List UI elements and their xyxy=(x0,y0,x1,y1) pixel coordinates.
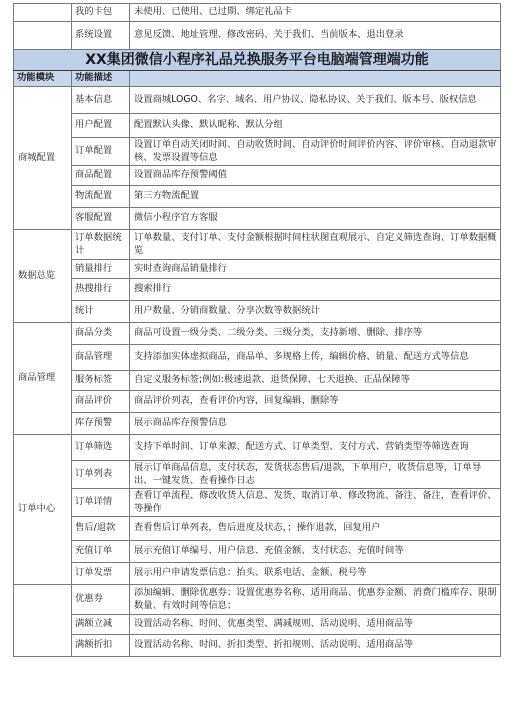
item-cell: 服务标签 xyxy=(72,371,130,391)
desc-cell: 商品可设置一级分类、二级分类、三级分类，支持新增、删除、排序等 xyxy=(130,323,501,345)
item-cell: 商品分类 xyxy=(72,323,130,345)
desc-cell: 第三方物流配置 xyxy=(130,186,501,208)
item-cell: 订单列表 xyxy=(72,461,130,489)
item-cell: 订单配置 xyxy=(72,138,130,166)
table-row xyxy=(14,435,501,461)
table-title-row xyxy=(14,50,501,71)
table-title: XX集团微信小程序礼品兑换服务平台电脑端管理端功能 xyxy=(14,50,501,71)
item-cell: 订单数据统计 xyxy=(72,230,130,260)
module-cell xyxy=(14,585,72,657)
module-cell: 数据总览 xyxy=(14,230,72,323)
desc-cell: 设置订单自动关闭时间、自动收货时间、自动评价时间评价内容、评价审核、自动退款审核、发票设置等信息 xyxy=(130,138,501,166)
item-cell: 系统设置 xyxy=(72,22,130,50)
table-row xyxy=(14,166,501,186)
table-row xyxy=(14,371,501,391)
desc-cell: 设置活动名称、时间、优惠类型、满减规则、活动说明、适用商品等 xyxy=(130,615,501,635)
table-row xyxy=(14,260,501,279)
table-row xyxy=(14,22,501,50)
item-cell: 统计 xyxy=(72,301,130,323)
desc-cell: 实时查询商品销量排行 xyxy=(130,260,501,279)
table-row xyxy=(14,345,501,371)
module-cell: 商城配置 xyxy=(14,87,72,230)
table-row xyxy=(14,461,501,489)
item-cell: 用户配置 xyxy=(72,114,130,138)
desc-cell: 商品评价列表，查看评价内容，回复编辑、删除等 xyxy=(130,391,501,413)
desc-cell: 用户数量、分销商数量、分享次数等数据统计 xyxy=(130,301,501,323)
table-row xyxy=(14,635,501,657)
item-cell: 热搜排行 xyxy=(72,279,130,301)
item-cell: 订单筛选 xyxy=(72,435,130,461)
module-cell xyxy=(14,22,72,50)
desc-cell: 支持添加实体虚拟商品，商品单、多规格上传，编辑价格、销量、配送方式等信息 xyxy=(130,345,501,371)
desc-cell: 未使用、已使用、已过期、绑定礼品卡 xyxy=(130,4,501,22)
desc-cell: 展示用户申请发票信息：抬头、联系电话、金额、税号等 xyxy=(130,563,501,585)
table-row xyxy=(14,4,501,22)
desc-cell: 展示充值订单编号、用户信息、充值金额、支付状态、充值时间等 xyxy=(130,541,501,563)
table-row xyxy=(14,489,501,517)
table-row xyxy=(14,517,501,541)
desc-cell: 展示订单商品信息，支付状态，发货状态售后/退款，下单用户，收货信息等，订单导出、一键发货、查看操作日志 xyxy=(130,461,501,489)
table-row xyxy=(14,186,501,208)
item-cell: 物流配置 xyxy=(72,186,130,208)
desc-cell: 设置商品库存预警阈值 xyxy=(130,166,501,186)
item-cell: 订单发票 xyxy=(72,563,130,585)
item-cell: 充值订单 xyxy=(72,541,130,563)
desc-cell: 微信小程序官方客服 xyxy=(130,208,501,230)
item-cell: 销量排行 xyxy=(72,260,130,279)
item-cell: 售后/退款 xyxy=(72,517,130,541)
desc-cell: 设置活动名称、时间、折扣类型、折扣规则、活动说明、适用商品等 xyxy=(130,635,501,657)
header-desc: 功能描述 xyxy=(72,71,130,87)
table-row xyxy=(14,138,501,166)
header-module: 功能模块 xyxy=(14,71,72,87)
desc-cell: 支持下单时间、订单来源、配送方式、订单类型、支付方式、营销类型等筛选查询 xyxy=(130,435,501,461)
module-cell: 订单中心 xyxy=(14,435,72,585)
table-row xyxy=(14,541,501,563)
table-row xyxy=(14,323,501,345)
desc-cell: 设置商城LOGO、名字、域名、用户协议、隐私协议、关于我们、版本号、版权信息 xyxy=(130,87,501,114)
desc-cell: 查看售后订单列表，售后进度及状态，；操作退款，回复用户 xyxy=(130,517,501,541)
table-row xyxy=(14,615,501,635)
table-row xyxy=(14,301,501,323)
item-cell: 优惠券 xyxy=(72,585,130,615)
table-row xyxy=(14,87,501,114)
table-row xyxy=(14,413,501,435)
item-cell: 基本信息 xyxy=(72,87,130,114)
desc-cell: 查看订单流程、修改收货人信息、发货、取消订单、修改物流、备注、备注，查看评价、等操作 xyxy=(130,489,501,517)
item-cell: 商品评价 xyxy=(72,391,130,413)
desc-cell: 添加编辑、删除优惠券；设置优惠券名称、适用商品、优惠券金额、消费门槛库存、限制数量、有效时间等信息； xyxy=(130,585,501,615)
desc-cell: 搜索排行 xyxy=(130,279,501,301)
table-row xyxy=(14,585,501,615)
module-cell xyxy=(14,4,72,22)
item-cell: 库存预警 xyxy=(72,413,130,435)
item-cell: 商品管理 xyxy=(72,345,130,371)
item-cell: 商品配置 xyxy=(72,166,130,186)
item-cell: 客服配置 xyxy=(72,208,130,230)
desc-cell: 展示商品库存预警信息 xyxy=(130,413,501,435)
desc-cell: 自定义服务标签;例如:极速退款、退货保障、七天退换、正品保障等 xyxy=(130,371,501,391)
item-cell: 订单详情 xyxy=(72,489,130,517)
table-row xyxy=(14,230,501,260)
table-row xyxy=(14,563,501,585)
desc-cell: 订单数量、支付订单、支付金额根据时间柱状图直观展示、自定义筛选查询、订单数据概览 xyxy=(130,230,501,260)
feature-table xyxy=(13,3,501,657)
item-cell: 满额立减 xyxy=(72,615,130,635)
module-cell: 商品管理 xyxy=(14,323,72,435)
header-empty xyxy=(130,71,501,87)
table-row xyxy=(14,391,501,413)
feature-groups xyxy=(14,87,501,657)
item-cell: 满额折扣 xyxy=(72,635,130,657)
document-page xyxy=(13,3,500,657)
desc-cell: 意见反馈、地址管理、修改密码、关于我们、当前版本、退出登录 xyxy=(130,22,501,50)
desc-cell: 配置默认头像、默认昵称、默认分组 xyxy=(130,114,501,138)
table-row xyxy=(14,279,501,301)
table-row xyxy=(14,208,501,230)
table-header-row xyxy=(14,71,501,87)
item-cell: 我的卡包 xyxy=(72,4,130,22)
table-row xyxy=(14,114,501,138)
